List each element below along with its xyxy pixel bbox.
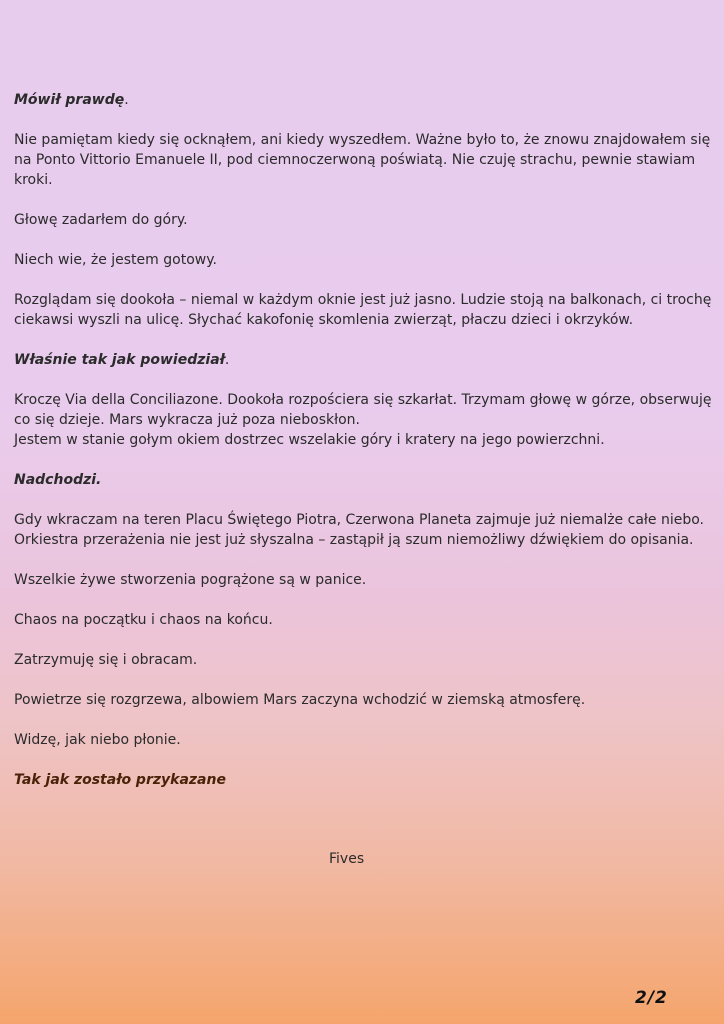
paragraph-4-text: Niech wie, że jestem gotowy. xyxy=(14,252,217,268)
paragraph-9 xyxy=(14,510,714,550)
paragraph-12-text: Zatrzymuję się i obracam. xyxy=(14,652,198,668)
paragraph-14-text: Widzę, jak niebo płonie. xyxy=(14,732,181,748)
paragraph-11 xyxy=(14,610,714,630)
paragraph-8 xyxy=(14,470,714,490)
paragraph-8-text: Nadchodzi. xyxy=(14,472,102,488)
document-body xyxy=(14,90,714,810)
paragraph-15 xyxy=(14,770,714,790)
paragraph-1-text: Mówił prawdę xyxy=(14,92,125,108)
paragraph-3 xyxy=(14,210,714,230)
paragraph-5 xyxy=(14,290,714,330)
paragraph-2-text: Nie pamiętam kiedy się ocknąłem, ani kiedy wyszedłem. Ważne było to, że znowu znajdowałem się na Ponto Vittorio Emanuele II, pod ciemnoczerwoną poświatą. Nie czuję strachu, pewnie stawiam kroki. xyxy=(14,132,711,188)
paragraph-14 xyxy=(14,730,714,750)
paragraph-15-text: Tak jak zostało przykazane xyxy=(14,772,226,788)
paragraph-1-suffix: . xyxy=(124,92,129,108)
paragraph-4 xyxy=(14,250,714,270)
paragraph-11-text: Chaos na początku i chaos na końcu. xyxy=(14,612,273,628)
paragraph-7 xyxy=(14,390,714,450)
paragraph-13 xyxy=(14,690,714,710)
paragraph-6-text: Właśnie tak jak powiedział xyxy=(14,352,225,368)
author-signature: Fives xyxy=(329,851,365,867)
paragraph-10-text: Wszelkie żywe stworzenia pogrążone są w panice. xyxy=(14,572,367,588)
paragraph-6 xyxy=(14,350,714,370)
paragraph-6-suffix: . xyxy=(224,352,230,368)
paragraph-9-text: Gdy wkraczam na teren Placu Świętego Piotra, Czerwona Planeta zajmuje już niemalże całe niebo. Orkiestra przerażenia nie jest już słyszalna – zastąpił ją szum niemożliwy dźwiękiem do opisania. xyxy=(14,512,704,548)
paragraph-10 xyxy=(14,570,714,590)
paragraph-13-text: Powietrze się rozgrzewa, albowiem Mars zaczyna wchodzić w ziemską atmosferę. xyxy=(14,692,586,708)
page-number: 2/2 xyxy=(635,988,668,1008)
paragraph-7-text: Kroczę Via della Conciliazone. Dookoła rozpościera się szkarłat. Trzymam głowę w górze, obserwuję co się dzieje. Mars wykracza już poza nieboskłon. Jestem w stanie gołym okiem dostrzec wszelakie góry i kratery na jego powierzchni. xyxy=(14,392,712,448)
paragraph-3-text: Głowę zadarłem do góry. xyxy=(14,212,188,228)
paragraph-5-text: Rozglądam się dookoła – niemal w każdym oknie jest już jasno. Ludzie stoją na balkonach, ci trochę ciekawsi wyszli na ulicę. Słychać kakofonię skomlenia zwierząt, płaczu dzieci i okrzyków. xyxy=(14,292,712,328)
paragraph-2 xyxy=(14,130,714,190)
paragraph-1 xyxy=(14,90,714,110)
paragraph-12 xyxy=(14,650,714,670)
